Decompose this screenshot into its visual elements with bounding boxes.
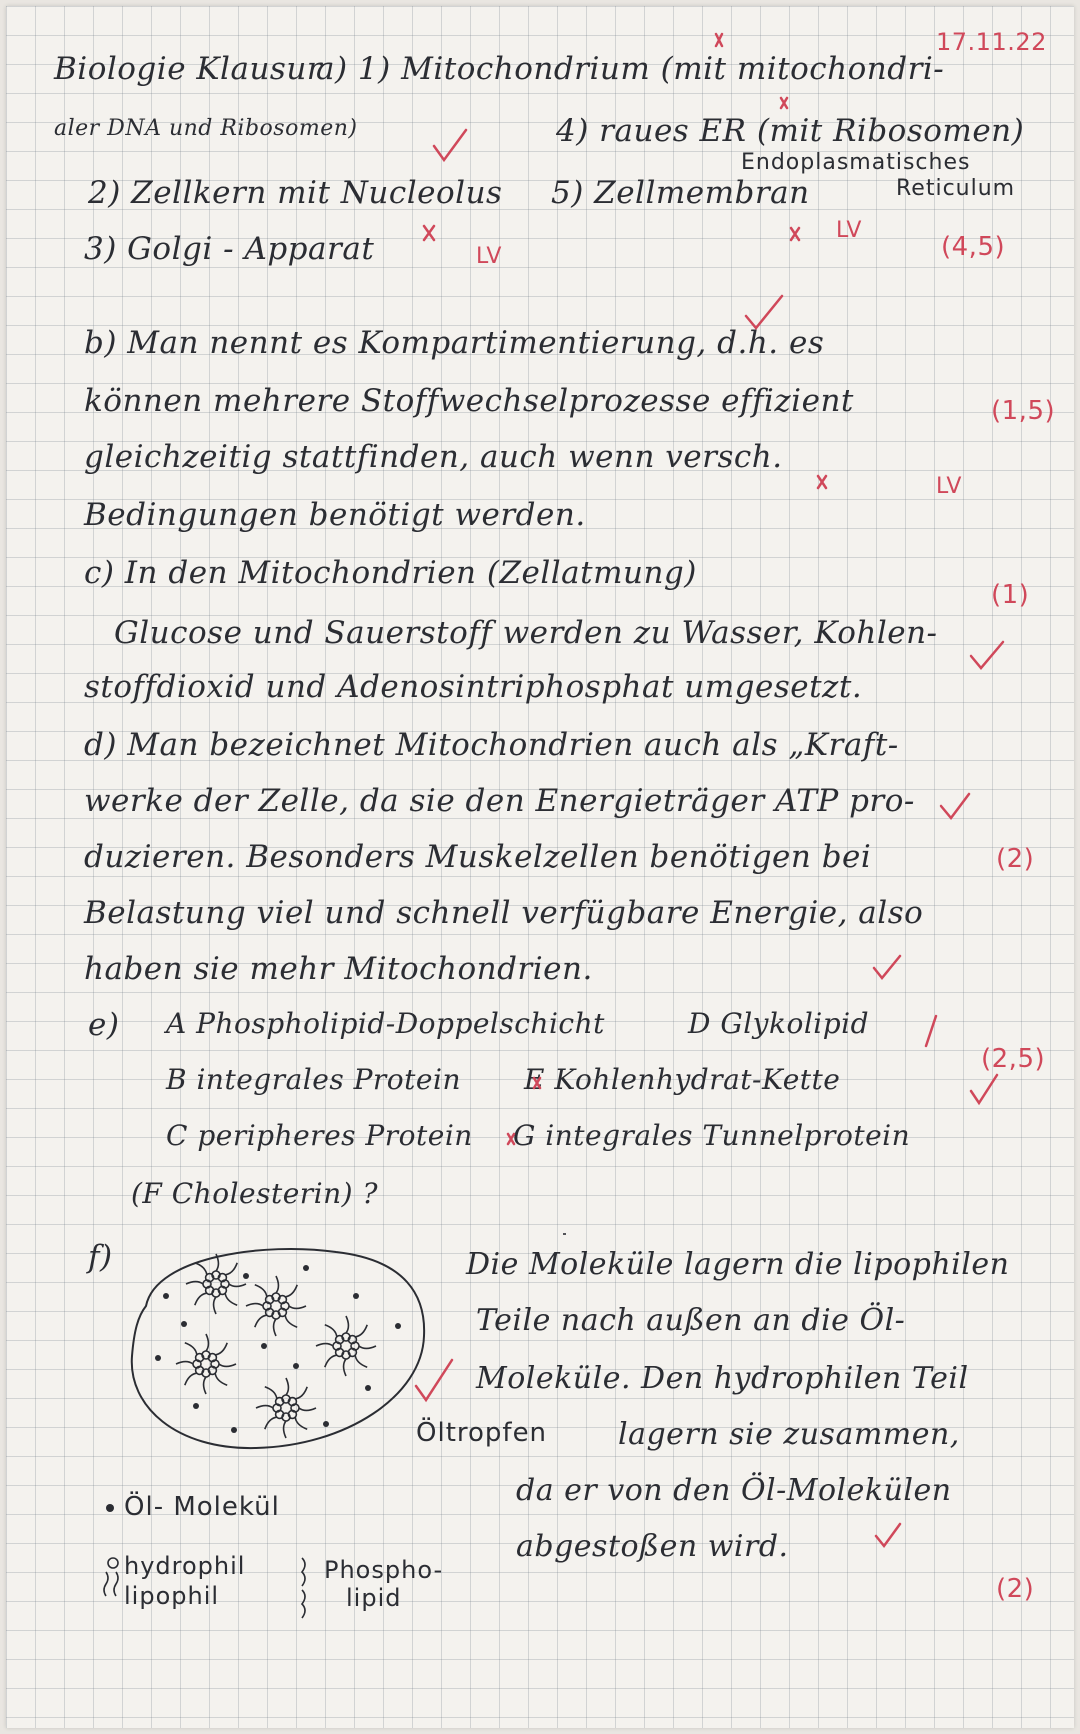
answer-e-label: e) [88,1007,120,1043]
phospholipid-tail [299,1408,316,1410]
phospholipid-tail [344,1359,346,1376]
phospholipid-tail [355,1355,367,1367]
phospholipid-tail [215,1343,227,1355]
answer-e-extra: (F Cholesterin) ? [131,1177,378,1210]
lv-mark: LV [836,218,862,243]
oil-molecule-dot [243,1273,249,1279]
cross-icon [791,228,799,240]
answer-f-label: f) [88,1239,113,1275]
phospholipid-tail [289,1306,306,1308]
phospholipid-tail [359,1346,376,1348]
answer-a-line-4: 3) Golgi - Apparat [84,231,375,267]
phospholipid-tail [214,1297,216,1314]
answer-c-line-3: stoffdioxid und Adenosintriphosphat umgesetzt. [84,669,863,705]
answer-a-line-3b: 5) Zellmembran [551,175,810,211]
oil-molecule-dot [155,1355,161,1361]
oil-molecule-dot [261,1343,267,1349]
oil-molecule-dot [193,1403,199,1409]
answer-d-line-4: Belastung viel und schnell verfügbare Energie, also [84,895,924,931]
score-b: (1,5) [991,396,1056,426]
answer-f-line-6: abgestoßen wird. [516,1529,789,1564]
answer-f-line-1: Die Moleküle lagern die lipophilen [466,1247,1010,1282]
phospholipid-tail [229,1284,246,1286]
micelle-group [176,1254,376,1438]
oil-molecule-dot [395,1323,401,1329]
oil-molecule-dot [303,1265,309,1271]
legend-phospho-2: lipid [346,1584,402,1612]
phospholipid-tail [355,1325,367,1337]
phospholipid-tail [204,1377,206,1394]
answer-e-item-c: C peripheres Protein [166,1119,473,1152]
phospholipid-tail [284,1421,286,1438]
oil-molecule-dot [293,1363,299,1369]
legend-oil-text: Öl- Molekül [124,1492,280,1522]
lipophil-tail-icon [104,1572,118,1596]
check-icon [874,956,900,978]
check-icon [971,642,1003,668]
answer-a-line-3a: 2) Zellkern mit Nucleolus [88,175,503,211]
phospholipid-tail [186,1282,203,1284]
phospholipid-tail [195,1293,207,1305]
date: 17.11.22 [936,28,1047,56]
score-c: (1) [991,580,1030,610]
oil-molecule-dot [365,1385,371,1391]
cross-icon [424,226,434,240]
check-icon [876,1524,900,1546]
phospholipid-tail [265,1417,277,1429]
legend-lipophil: lipophil [124,1582,220,1610]
check-icon [941,794,969,818]
answer-b-line-1: b) Man nennt es Kompartimentierung, d.h. es [84,325,825,361]
answer-e-item-d: D Glykolipid [688,1007,870,1040]
legend-hydrophil: hydrophil [124,1552,246,1580]
phospholipid-tail [215,1373,227,1385]
reticulum-label: Reticulum [896,176,1016,201]
er-label: Endoplasmatisches [741,150,971,175]
phospholipid-tail [316,1344,333,1346]
phospholipid-tail [274,1319,276,1336]
answer-d-line-3: duzieren. Besonders Muskelzellen benötigen bei [84,839,872,875]
phospholipid-tail [195,1263,207,1275]
answer-b-line-2: können mehrere Stoffwechselprozesse effizient [84,383,854,419]
answer-d-line-1: d) Man bezeichnet Mitochondrien auch als „Kraft- [84,727,899,763]
phospholipid-tail [295,1417,307,1429]
micelle [316,1316,376,1376]
cross-icon [508,1134,514,1144]
score-f: (2) [996,1574,1035,1604]
check-icon [434,130,466,160]
oil-molecule-dot [181,1321,187,1327]
micelle [256,1378,316,1438]
check-icon [971,1075,997,1103]
answer-e-item-e: E Kohlenhydrat-Kette [524,1063,841,1096]
phospholipid-tail [346,1316,348,1333]
answer-d-line-5: haben sie mehr Mitochondrien. [84,951,593,987]
score-d: (2) [996,844,1035,874]
phospholipid-tail [185,1373,197,1385]
answer-a-line-2a: aler DNA und Ribosomen) [54,116,358,141]
answer-c-line-2: Glucose und Sauerstoff werden zu Wasser, Kohlen- [114,615,938,651]
lv-mark: LV [476,244,502,269]
micelle [246,1276,306,1336]
answer-f-line-3: Moleküle. Den hydrophilen Teil [476,1361,969,1396]
check-icon [416,1360,452,1400]
oil-molecule-dot [231,1427,237,1433]
page-title: Biologie Klausur [54,51,323,87]
phospholipid-tail [256,1406,273,1408]
phospholipid-tail [225,1293,237,1305]
answer-f-line-2: Teile nach außen an die Öl- [476,1303,906,1338]
cross-icon [781,98,787,108]
score-a: (4,5) [941,232,1006,262]
phospholipid-tail [265,1387,277,1399]
answer-d-line-2: werke der Zelle, da sie den Energieträger ATP pro- [84,783,915,819]
phospholipid-tail [219,1364,236,1366]
answer-b-line-3: gleichzeitig stattfinden, auch wenn versch. [84,439,783,475]
answer-b-line-4: Bedingungen benötigt werden. [84,497,586,533]
lv-mark: LV [936,474,962,499]
answer-e-item-a: A Phospholipid-Doppelschicht [166,1007,605,1040]
phospholipid-tail [246,1304,263,1306]
hydrophil-head-icon [108,1558,118,1568]
phospholipid-tail [325,1325,337,1337]
cross-icon [716,34,722,46]
phospholipid-tail [185,1343,197,1355]
notebook-page [6,6,1074,1728]
phospholipid-tail [285,1315,297,1327]
phospholipid-tail [285,1285,297,1297]
legend-phospho-1: Phospho- [324,1556,444,1584]
brace-icon [302,1590,305,1618]
phospholipid-tail [295,1387,307,1399]
drop-label: Öltropfen [416,1418,548,1448]
phospholipid-tail [286,1378,288,1395]
phospholipid-tail [206,1334,208,1351]
oil-molecule-dot [323,1421,329,1427]
phospholipid-tail [255,1315,267,1327]
answer-f-line-4: lagern sie zusammen, [618,1417,960,1452]
phospholipid-tail [255,1285,267,1297]
phospholipid-tail [276,1276,278,1293]
brace-icon [302,1558,305,1586]
answer-f-line-5: da er von den Öl-Molekülen [516,1473,952,1508]
check-icon [746,296,782,328]
answer-c-line-1: c) In den Mitochondrien (Zellatmung) [84,555,697,591]
oil-molecule-dot [353,1293,359,1299]
phospholipid-tail [325,1355,337,1367]
annotations-overlay [6,6,1074,1728]
micelle [186,1254,246,1314]
answer-a-line-2b: 4) raues ER (mit Ribosomen) [556,113,1025,149]
phospholipid-tail [225,1263,237,1275]
phospholipid-tail [176,1362,193,1364]
micelle [176,1334,236,1394]
score-e: (2,5) [981,1044,1046,1074]
cross-icon [534,1078,540,1088]
answer-e-item-g: G integrales Tunnelprotein [513,1119,911,1152]
answer-e-item-b: B integrales Protein [166,1063,461,1096]
answer-a-line-1: a) 1) Mitochondrium (mit mitochondri- [316,51,945,87]
oil-molecule-dot [163,1293,169,1299]
cross-icon [818,476,826,488]
